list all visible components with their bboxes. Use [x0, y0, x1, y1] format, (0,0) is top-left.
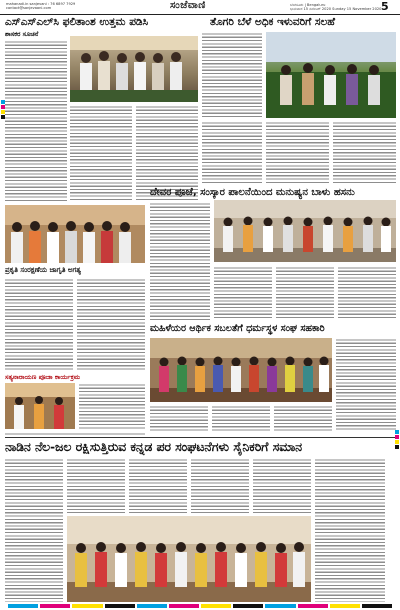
article-text: [129, 458, 187, 513]
page-number: 5: [381, 0, 389, 13]
photo-puja-event: [214, 200, 396, 262]
article-text: [336, 338, 396, 430]
article-text: [5, 432, 145, 436]
registration-swatch: [40, 604, 70, 608]
registration-swatch: [1, 105, 5, 109]
article-text: [191, 458, 249, 513]
headline-top-left: ಎಸ್ಎಸ್ಎಲ್‌ಸಿ ಫಲಿತಾಂಶ ಉತ್ತಮ ಪಡಿಸಿ: [5, 16, 149, 28]
masthead-logo: ಸಂಜೆವಾಣಿ: [170, 0, 206, 11]
headline-top-right: ತೊಗರಿ ಬೆಳೆ ಅಧಿಕ ಇಳುವರಿಗೆ ಸಲಹೆ: [210, 16, 335, 28]
photo-ssls-meeting: [70, 36, 198, 102]
registration-swatch: [395, 435, 399, 439]
masthead-left-line1: mahanadi.in sanjevani : 76 6897 7929: [6, 2, 76, 6]
article-text: [338, 266, 396, 320]
registration-swatch: [201, 604, 231, 608]
article-text: [315, 458, 385, 602]
registration-swatch: [1, 100, 5, 104]
photo-women-group: [150, 338, 332, 402]
registration-swatch: [105, 604, 135, 608]
registration-swatch: [1, 115, 5, 119]
registration-swatch: [362, 604, 392, 608]
subhead-top-left: ಶಾಸಕರ ಸೂಚನೆ: [5, 30, 39, 38]
headline-middle-banner: ದೇವರ ಪೂಜೆ, ಸಂಸ್ಕಾರ ಪಾಲನೆಯಿಂದ ಮನುಷ್ಯನ ಬಾಳು ಹಸನು: [150, 187, 355, 198]
registration-swatch: [330, 604, 360, 608]
photo-field-visit: [266, 32, 396, 118]
divider: [5, 437, 396, 438]
registration-swatch: [395, 445, 399, 449]
article-text: [70, 105, 132, 202]
article-text: [266, 121, 329, 183]
registration-swatch: [265, 604, 295, 608]
article-text: [5, 40, 67, 202]
article-text: [79, 383, 145, 429]
article-text: [150, 405, 208, 433]
article-text: [5, 278, 73, 370]
article-text: [214, 266, 272, 320]
masthead-left: [6, 2, 75, 11]
color-registration-marks: [395, 430, 399, 450]
registration-swatch: [8, 604, 38, 608]
headline-right-mid: ಮಹಿಳೆಯರ ಆರ್ಥಿಕ ಸಬಲತೆಗೆ ಧರ್ಮಸ್ಥಳ ಸಂಘ ಸಹಕಾರಿ: [150, 323, 325, 334]
article-text: [202, 121, 262, 183]
masthead-right-line1: ಬೆಂಗಳೂರು | Bengaluru: [290, 3, 326, 7]
masthead-right-line2: ಭಾನುವಾರ 15 ನವೆಂಬರ್ 2020 Sunday 15 November 2020: [290, 7, 382, 12]
registration-swatch: [1, 110, 5, 114]
photo-group-left: [5, 205, 145, 263]
article-text: [253, 458, 311, 513]
registration-swatch: [298, 604, 328, 608]
photo-kannada-organizations: [67, 516, 311, 602]
bottom-color-strip: [8, 604, 392, 608]
article-text: [77, 278, 145, 370]
registration-swatch: [137, 604, 167, 608]
masthead-right: [290, 3, 381, 12]
headline-left-mid: ಪ್ರಕೃತಿ ಸಂರಕ್ಷಣೆಯ ಜಾಗೃತಿ ಅಗತ್ಯ: [5, 266, 81, 274]
article-text: [333, 121, 396, 183]
color-registration-marks: [1, 100, 5, 120]
registration-swatch: [72, 604, 102, 608]
registration-swatch: [395, 430, 399, 434]
registration-swatch: [233, 604, 263, 608]
article-text: [150, 202, 210, 320]
article-text: [202, 32, 262, 118]
masthead: [0, 0, 400, 15]
masthead-left-line2: contact@sanjevaani.com: [6, 6, 52, 11]
headline-left-lower: ಸತ್ಯನಾರಾಯಣ ಪೂಜಾ ಕಾರ್ಯಕ್ರಮ: [5, 373, 81, 381]
article-text: [67, 458, 125, 513]
article-text: [276, 266, 334, 320]
registration-swatch: [169, 604, 199, 608]
article-text: [5, 458, 63, 602]
headline-bottom-banner: ನಾಡಿನ ನೆಲ-ಜಲ ರಕ್ಷಿಸುತ್ತಿರುವ ಕನ್ನಡ ಪರ ಸಂಘಟನೆಗಳು ಸೈನಿಕರಿಗೆ ಸಮಾನ: [5, 440, 303, 454]
article-text: [212, 405, 270, 433]
article-text: [274, 405, 332, 433]
photo-puja-left: [5, 383, 75, 429]
registration-swatch: [395, 440, 399, 444]
